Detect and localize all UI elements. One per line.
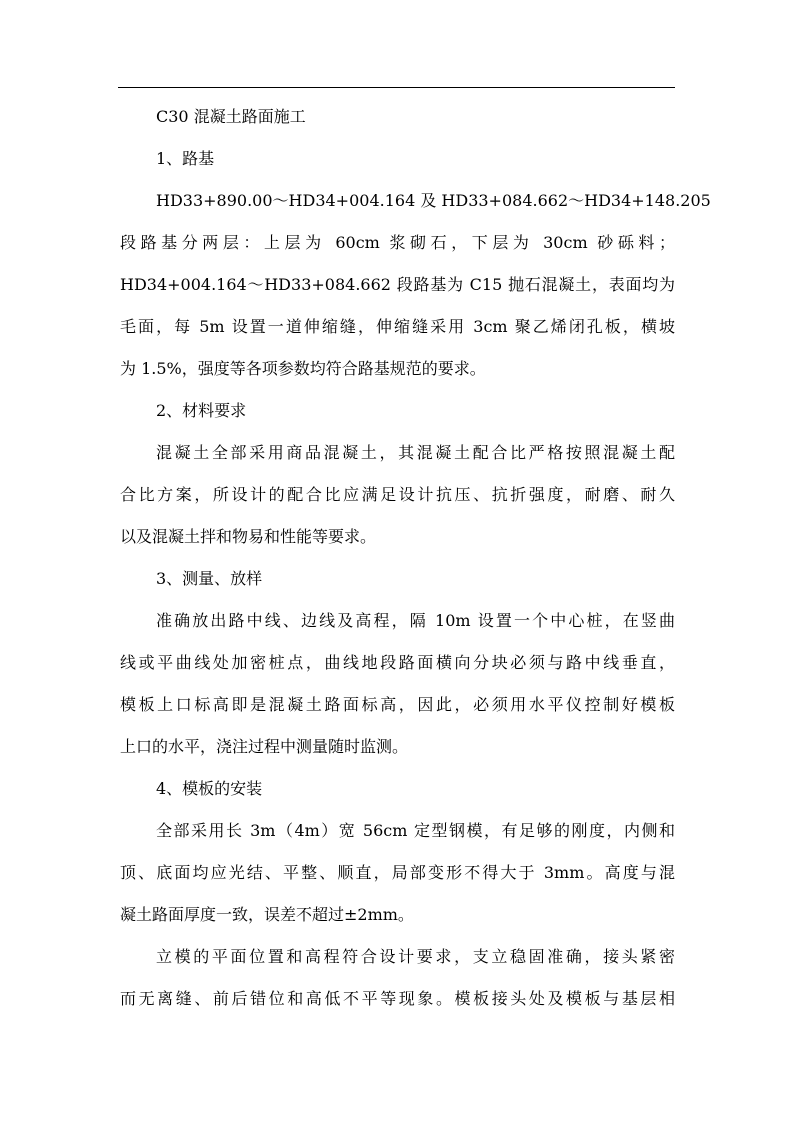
section-heading-formwork: 4、模板的安装 <box>156 779 263 798</box>
paragraph-line: 立模的平面位置和高程符合设计要求，支立稳固准确，接头紧密 <box>156 947 675 966</box>
paragraph-line: 为 1.5%，强度等各项参数均符合路基规范的要求。 <box>120 359 486 378</box>
paragraph-line: 顶、底面均应光结、平整、顺直，局部变形不得大于 3mm。高度与混 <box>120 863 675 882</box>
paragraph-line: 段路基分两层：上层为 60cm 浆砌石，下层为 30cm 砂砾料； <box>120 233 675 252</box>
header-rule <box>118 87 675 88</box>
paragraph-line: HD34+004.164～HD33+084.662 段路基为 C15 抛石混凝土，表面均为 <box>120 275 675 294</box>
paragraph-line: 准确放出路中线、边线及高程，隔 10m 设置一个中心桩，在竖曲 <box>156 611 675 630</box>
paragraph-line: 线或平曲线处加密桩点，曲线地段路面横向分块必须与路中线垂直， <box>120 653 675 672</box>
paragraph-line: 混凝土全部采用商品混凝土，其混凝土配合比严格按照混凝土配 <box>156 443 675 462</box>
paragraph-line: 毛面，每 5m 设置一道伸缩缝，伸缩缝采用 3cm 聚乙烯闭孔板，横坡 <box>120 317 675 336</box>
paragraph-line: 凝土路面厚度一致，误差不超过±2mm。 <box>120 905 414 924</box>
section-heading-subgrade: 1、路基 <box>156 149 215 168</box>
section-heading-survey: 3、测量、放样 <box>156 569 263 588</box>
paragraph-line: 上口的水平，浇注过程中测量随时监测。 <box>120 737 409 756</box>
section-heading-materials: 2、材料要求 <box>156 401 247 420</box>
paragraph-line: 而无离缝、前后错位和高低不平等现象。模板接头处及模板与基层相 <box>120 989 675 1008</box>
document-title: C30 混凝土路面施工 <box>156 107 306 126</box>
paragraph-line: 以及混凝土拌和物易和性能等要求。 <box>120 527 377 546</box>
paragraph-line: 模板上口标高即是混凝土路面标高，因此，必须用水平仪控制好模板 <box>120 695 675 714</box>
paragraph-line: 合比方案，所设计的配合比应满足设计抗压、抗折强度，耐磨、耐久 <box>120 485 675 504</box>
document-body <box>120 96 711 1020</box>
paragraph-line: HD33+890.00～HD34+004.164 及 HD33+084.662～HD34+148.205 <box>156 191 711 210</box>
paragraph-line: 全部采用长 3m（4m）宽 56cm 定型钢模，有足够的刚度，内侧和 <box>156 821 675 840</box>
